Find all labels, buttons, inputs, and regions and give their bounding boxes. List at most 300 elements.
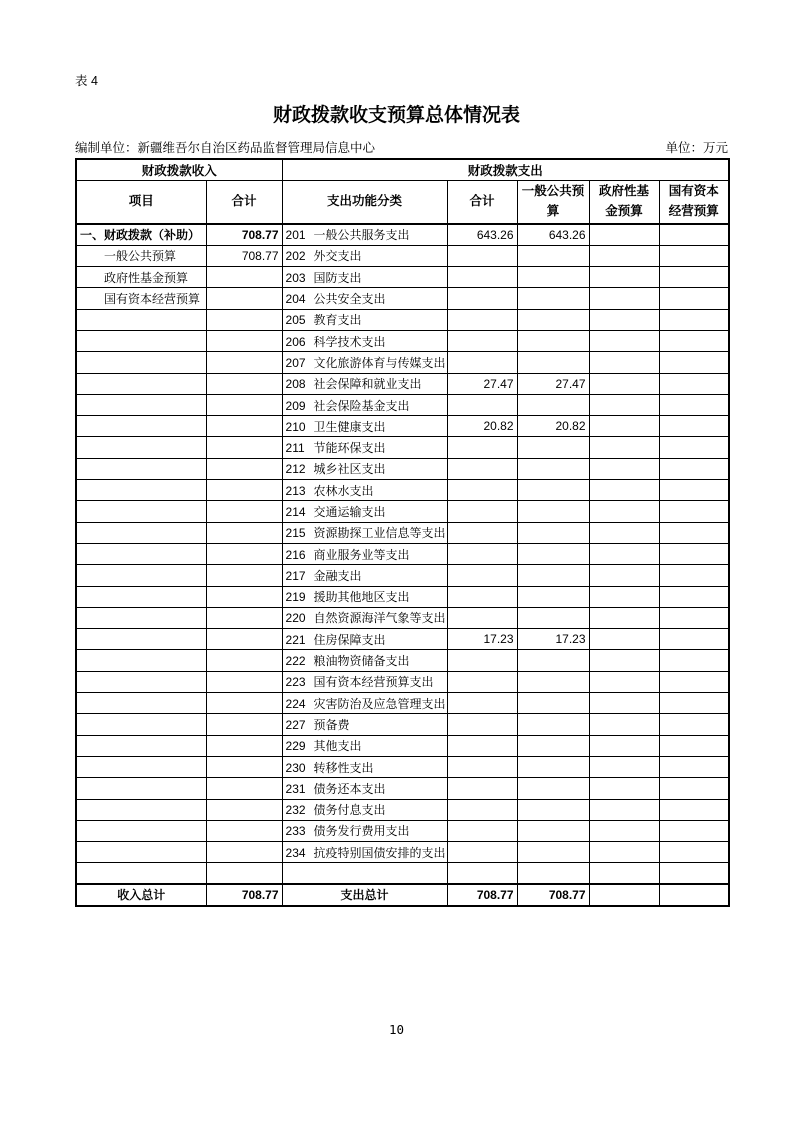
income-item-cell	[76, 671, 206, 692]
category-code: 216	[285, 547, 306, 562]
category-code: 210	[285, 419, 306, 434]
table-row	[76, 735, 729, 756]
expenditure-total-cell	[447, 437, 517, 458]
expenditure-total-cell	[447, 330, 517, 351]
category-code: 211	[285, 441, 305, 456]
income-item-cell	[76, 842, 206, 863]
capital-budget-cell	[659, 629, 729, 650]
category-code: 224	[285, 696, 306, 711]
fund-budget-cell	[589, 394, 659, 415]
table-row	[76, 629, 729, 650]
expenditure-category-cell	[282, 480, 447, 501]
general-budget-grand-total: 708.77	[517, 884, 589, 905]
category-label: 教育支出	[313, 313, 362, 328]
fund-budget-cell	[589, 820, 659, 841]
income-total-cell	[206, 480, 282, 501]
income-total-cell	[206, 671, 282, 692]
fund-budget-cell	[589, 756, 659, 777]
income-item-cell	[76, 330, 206, 351]
income-total-cell	[206, 565, 282, 586]
expenditure-category-cell	[282, 650, 447, 671]
table-row	[76, 352, 729, 373]
expenditure-total-cell: 17.23	[447, 629, 517, 650]
expenditure-total-cell: 27.47	[447, 373, 517, 394]
fund-budget-cell	[589, 309, 659, 330]
unit-label: 单位：万元	[665, 141, 728, 155]
table-row	[76, 820, 729, 841]
expenditure-category-cell	[282, 735, 447, 756]
income-item-cell	[76, 714, 206, 735]
general-budget-cell	[517, 756, 589, 777]
income-total-cell	[206, 799, 282, 820]
capital-budget-cell	[659, 309, 729, 330]
expenditure-total-cell	[447, 607, 517, 628]
table-row	[76, 778, 729, 799]
capital-budget-cell	[659, 842, 729, 863]
expenditure-total-cell: 20.82	[447, 416, 517, 437]
income-total-cell	[206, 330, 282, 351]
general-budget-column-header: 一般公共预算	[517, 180, 589, 224]
expenditure-category-cell	[282, 288, 447, 309]
category-code: 222	[285, 654, 306, 669]
category-label: 文化旅游体育与传媒支出	[313, 355, 446, 370]
general-budget-cell	[517, 543, 589, 564]
category-code: 233	[285, 824, 306, 839]
expenditure-total-cell	[447, 245, 517, 266]
income-grand-total: 708.77	[206, 884, 282, 905]
general-budget-cell	[517, 607, 589, 628]
capital-budget-cell	[659, 458, 729, 479]
category-code: 214	[285, 505, 306, 519]
expenditure-category-cell	[282, 778, 447, 799]
category-code: 207	[285, 355, 306, 370]
category-label: 一般公共服务支出	[313, 228, 410, 243]
category-code: 230	[285, 760, 306, 775]
income-item-cell	[76, 650, 206, 671]
category-label: 城乡社区支出	[313, 462, 386, 477]
income-item-cell	[76, 352, 206, 373]
general-budget-cell: 17.23	[517, 629, 589, 650]
capital-budget-cell	[659, 522, 729, 543]
capital-budget-cell	[659, 480, 729, 501]
category-code: 203	[285, 270, 306, 285]
category-label: 社会保障和就业支出	[313, 377, 422, 392]
general-budget-cell	[517, 458, 589, 479]
category-code: 213	[285, 483, 306, 498]
general-budget-cell	[517, 778, 589, 799]
capital-budget-cell	[659, 820, 729, 841]
expenditure-total-cell	[447, 671, 517, 692]
expenditure-total-cell	[447, 565, 517, 586]
expenditure-total-cell	[447, 842, 517, 863]
income-total-cell	[206, 778, 282, 799]
expenditure-total-cell	[447, 480, 517, 501]
category-label: 公共安全支出	[313, 292, 386, 307]
expenditure-category-cell	[282, 863, 447, 884]
general-budget-cell	[517, 671, 589, 692]
general-budget-cell	[517, 522, 589, 543]
income-total-cell	[206, 756, 282, 777]
expenditure-category-cell	[282, 309, 447, 330]
capital-budget-cell	[659, 352, 729, 373]
income-total-cell	[206, 650, 282, 671]
fund-budget-cell	[589, 288, 659, 309]
income-total-cell	[206, 416, 282, 437]
general-budget-cell	[517, 820, 589, 841]
capital-budget-cell	[659, 565, 729, 586]
general-budget-cell: 20.82	[517, 416, 589, 437]
meta-row	[75, 138, 728, 156]
income-total-cell	[206, 629, 282, 650]
expenditure-total-cell	[447, 543, 517, 564]
fund-budget-cell	[589, 480, 659, 501]
category-label: 国有资本经营预算支出	[313, 675, 434, 690]
category-label: 抗疫特别国债安排的支出	[313, 845, 446, 860]
income-item-cell	[76, 565, 206, 586]
table-row	[76, 480, 729, 501]
income-item-cell	[76, 437, 206, 458]
expenditure-total-cell	[447, 501, 517, 522]
table-row	[76, 373, 729, 394]
income-item-cell	[76, 480, 206, 501]
income-item-cell	[76, 309, 206, 330]
expenditure-total-cell	[447, 352, 517, 373]
expenditure-category-cell	[282, 820, 447, 841]
expenditure-total-cell	[447, 778, 517, 799]
general-budget-cell	[517, 330, 589, 351]
income-item-cell	[76, 458, 206, 479]
table-header	[76, 159, 729, 224]
table-row	[76, 522, 729, 543]
expenditure-category-cell	[282, 267, 447, 288]
income-total-cell	[206, 394, 282, 415]
table-tag: 表 4	[75, 74, 98, 88]
category-label: 债务付息支出	[313, 803, 386, 818]
income-total-cell	[206, 288, 282, 309]
category-code: 227	[285, 717, 306, 732]
income-total-cell	[206, 607, 282, 628]
expenditure-category-cell	[282, 373, 447, 394]
category-label: 科学技术支出	[313, 334, 386, 349]
category-label: 预备费	[313, 717, 350, 732]
income-total-cell	[206, 501, 282, 522]
page-number: 10	[388, 1022, 405, 1037]
expenditure-category-cell	[282, 671, 447, 692]
expenditure-total-cell	[447, 650, 517, 671]
income-total-cell	[206, 714, 282, 735]
table-row	[76, 607, 729, 628]
general-budget-cell	[517, 394, 589, 415]
income-item-cell	[76, 416, 206, 437]
category-column-header: 支出功能分类	[282, 180, 447, 224]
category-label: 商业服务业等支出	[313, 547, 410, 562]
table-row	[76, 437, 729, 458]
fund-budget-grand-total	[589, 884, 659, 905]
table-row	[76, 394, 729, 415]
income-total-cell	[206, 693, 282, 714]
budget-table-body	[76, 224, 729, 906]
expenditure-total-cell	[447, 799, 517, 820]
income-item-cell: 一般公共预算	[76, 245, 206, 266]
capital-budget-cell	[659, 799, 729, 820]
category-label: 灾害防治及应急管理支出	[313, 696, 446, 711]
expenditure-total-cell	[447, 458, 517, 479]
category-code: 206	[285, 334, 306, 349]
fund-budget-cell	[589, 437, 659, 458]
capital-budget-cell	[659, 416, 729, 437]
general-budget-cell	[517, 693, 589, 714]
capital-budget-cell	[659, 501, 729, 522]
table-row	[76, 267, 729, 288]
fund-budget-cell	[589, 671, 659, 692]
expenditure-category-cell	[282, 842, 447, 863]
income-total-cell	[206, 458, 282, 479]
expenditure-category-cell	[282, 245, 447, 266]
category-code: 202	[285, 249, 306, 264]
expenditure-total-cell	[447, 735, 517, 756]
table-row	[76, 565, 729, 586]
category-code: 234	[285, 845, 306, 860]
category-label: 节能环保支出	[313, 441, 386, 456]
income-item-cell	[76, 394, 206, 415]
table-row	[76, 756, 729, 777]
category-label: 卫生健康支出	[313, 419, 386, 434]
expenditure-category-cell	[282, 756, 447, 777]
income-total-cell	[206, 522, 282, 543]
general-budget-cell	[517, 480, 589, 501]
category-code: 209	[285, 398, 306, 413]
income-total-cell	[206, 842, 282, 863]
expenditure-group-header: 财政拨款支出	[282, 159, 729, 180]
income-total-cell	[206, 373, 282, 394]
capital-budget-cell	[659, 224, 729, 245]
expenditure-total-cell	[447, 309, 517, 330]
general-budget-cell	[517, 267, 589, 288]
capital-budget-cell	[659, 288, 729, 309]
table-row	[76, 543, 729, 564]
expenditure-total-cell: 643.26	[447, 224, 517, 245]
expenditure-total-label: 支出总计	[282, 884, 447, 905]
general-budget-cell	[517, 245, 589, 266]
category-label: 债务发行费用支出	[313, 824, 410, 839]
income-total-cell	[206, 267, 282, 288]
expenditure-total-cell	[447, 394, 517, 415]
category-code: 229	[285, 739, 306, 754]
category-label: 交通运输支出	[313, 505, 386, 519]
general-budget-cell	[517, 735, 589, 756]
expenditure-total-cell	[447, 756, 517, 777]
capital-budget-cell	[659, 267, 729, 288]
income-total-cell	[206, 309, 282, 330]
capital-budget-cell	[659, 373, 729, 394]
general-budget-cell	[517, 288, 589, 309]
general-budget-cell	[517, 437, 589, 458]
item-column-header: 项目	[76, 180, 206, 224]
header-column-row	[76, 180, 729, 224]
income-total-column-header: 合计	[206, 180, 282, 224]
category-label: 其他支出	[313, 739, 362, 754]
table-row	[76, 458, 729, 479]
expenditure-category-cell	[282, 394, 447, 415]
capital-budget-column-header: 国有资本经营预算	[659, 180, 729, 224]
income-item-cell	[76, 543, 206, 564]
expenditure-category-cell	[282, 224, 447, 245]
capital-budget-cell	[659, 756, 729, 777]
category-label: 援助其他地区支出	[313, 590, 410, 605]
fund-budget-cell	[589, 863, 659, 884]
income-item-cell	[76, 778, 206, 799]
table-row	[76, 714, 729, 735]
fund-budget-cell	[589, 267, 659, 288]
table-row	[76, 650, 729, 671]
table-row	[76, 501, 729, 522]
category-code: 201	[285, 228, 306, 243]
general-budget-cell: 643.26	[517, 224, 589, 245]
category-code: 220	[285, 611, 306, 626]
general-budget-cell	[517, 799, 589, 820]
category-code: 221	[285, 632, 306, 647]
fund-budget-cell	[589, 501, 659, 522]
income-item-cell	[76, 586, 206, 607]
general-budget-cell	[517, 842, 589, 863]
income-total-cell	[206, 863, 282, 884]
expenditure-category-cell	[282, 458, 447, 479]
income-item-cell	[76, 522, 206, 543]
table-row	[76, 693, 729, 714]
expenditure-total-cell	[447, 714, 517, 735]
category-code: 208	[285, 377, 306, 392]
capital-budget-cell	[659, 671, 729, 692]
income-item-cell	[76, 820, 206, 841]
category-label: 社会保险基金支出	[313, 398, 410, 413]
expenditure-category-cell	[282, 543, 447, 564]
general-budget-cell	[517, 650, 589, 671]
capital-budget-cell	[659, 735, 729, 756]
capital-budget-cell	[659, 778, 729, 799]
category-code: 219	[285, 590, 306, 605]
fund-budget-cell	[589, 735, 659, 756]
income-total-label: 收入总计	[76, 884, 206, 905]
expenditure-category-cell	[282, 437, 447, 458]
expenditure-category-cell	[282, 799, 447, 820]
capital-budget-cell	[659, 330, 729, 351]
general-budget-cell: 27.47	[517, 373, 589, 394]
fund-budget-cell	[589, 565, 659, 586]
income-item-cell: 国有资本经营预算	[76, 288, 206, 309]
expenditure-category-cell	[282, 565, 447, 586]
category-label: 债务还本支出	[313, 781, 386, 796]
capital-budget-grand-total	[659, 884, 729, 905]
table-row	[76, 799, 729, 820]
general-budget-cell	[517, 501, 589, 522]
expenditure-total-cell	[447, 522, 517, 543]
category-code: 215	[285, 526, 306, 541]
capital-budget-cell	[659, 586, 729, 607]
category-label: 资源勘探工业信息等支出	[313, 526, 446, 541]
prepared-by-label: 编制单位：新疆维吾尔自治区药品监督管理局信息中心	[75, 141, 376, 155]
expenditure-category-cell	[282, 416, 447, 437]
fund-budget-cell	[589, 458, 659, 479]
page-title: 财政拨款收支预算总体情况表	[272, 105, 520, 126]
income-item-cell: 政府性基金预算	[76, 267, 206, 288]
table-row	[76, 309, 729, 330]
income-total-cell	[206, 586, 282, 607]
income-group-header: 财政拨款收入	[76, 159, 282, 180]
income-item-cell	[76, 693, 206, 714]
fund-budget-cell	[589, 224, 659, 245]
income-item-cell	[76, 501, 206, 522]
capital-budget-cell	[659, 607, 729, 628]
expenditure-category-cell	[282, 629, 447, 650]
expenditure-category-cell	[282, 607, 447, 628]
fund-budget-cell	[589, 799, 659, 820]
fund-budget-cell	[589, 373, 659, 394]
income-total-cell	[206, 543, 282, 564]
table-row	[76, 224, 729, 245]
category-code: 231	[285, 781, 306, 796]
category-label: 粮油物资储备支出	[313, 654, 410, 669]
capital-budget-cell	[659, 650, 729, 671]
expenditure-total-column-header: 合计	[447, 180, 517, 224]
capital-budget-cell	[659, 693, 729, 714]
fund-budget-cell	[589, 330, 659, 351]
expenditure-total-cell	[447, 863, 517, 884]
category-label: 农林水支出	[313, 483, 374, 498]
income-item-cell	[76, 373, 206, 394]
fund-budget-cell	[589, 543, 659, 564]
income-total-cell	[206, 735, 282, 756]
general-budget-cell	[517, 309, 589, 330]
fund-budget-cell	[589, 714, 659, 735]
general-budget-cell	[517, 586, 589, 607]
expenditure-category-cell	[282, 586, 447, 607]
income-item-cell	[76, 607, 206, 628]
income-total-cell	[206, 437, 282, 458]
category-label: 金融支出	[313, 568, 362, 583]
expenditure-total-cell	[447, 586, 517, 607]
table-row	[76, 330, 729, 351]
income-item-cell: 一、财政拨款（补助）	[76, 224, 206, 245]
table-row	[76, 586, 729, 607]
fund-budget-column-header: 政府性基金预算	[589, 180, 659, 224]
income-total-cell: 708.77	[206, 224, 282, 245]
income-item-cell	[76, 735, 206, 756]
expenditure-total-cell	[447, 288, 517, 309]
table-row	[76, 671, 729, 692]
expenditure-category-cell	[282, 714, 447, 735]
income-item-cell	[76, 756, 206, 777]
table-row	[76, 288, 729, 309]
fund-budget-cell	[589, 650, 659, 671]
category-code: 205	[285, 313, 306, 328]
general-budget-cell	[517, 352, 589, 373]
expenditure-category-cell	[282, 352, 447, 373]
category-label: 国防支出	[313, 270, 362, 285]
general-budget-cell	[517, 714, 589, 735]
general-budget-cell	[517, 565, 589, 586]
fund-budget-cell	[589, 693, 659, 714]
category-label: 外交支出	[313, 249, 362, 264]
category-code: 232	[285, 803, 306, 818]
fund-budget-cell	[589, 245, 659, 266]
budget-table	[75, 158, 730, 907]
income-item-cell	[76, 629, 206, 650]
fund-budget-cell	[589, 778, 659, 799]
capital-budget-cell	[659, 863, 729, 884]
capital-budget-cell	[659, 245, 729, 266]
fund-budget-cell	[589, 607, 659, 628]
fund-budget-cell	[589, 586, 659, 607]
